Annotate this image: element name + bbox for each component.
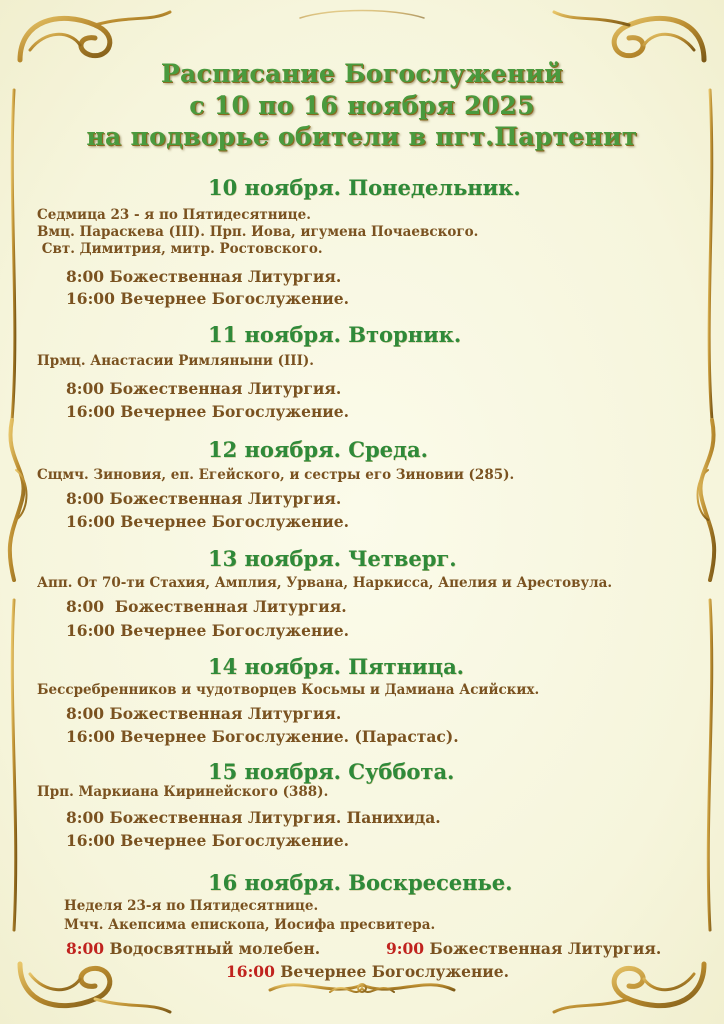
saint-line: Бессребренников и чудотворцев Косьмы и Дамиана Асийских. [37, 682, 540, 698]
service-line-sunday-3 [226, 962, 509, 982]
saint-line: Прп. Маркиана Киринейского (388). [37, 784, 329, 800]
page-title-line-3: на подворье обители в пгт.Партенит [86, 122, 638, 151]
service-line: 8:00 Божественная Литургия. [66, 379, 342, 398]
service-time: 16:00 [226, 962, 275, 981]
service-text: Водосвятный молебен. [104, 939, 321, 958]
service-line: 8:00 Божественная Литургия. [66, 267, 342, 286]
day-heading: 13 ноября. Четверг. [208, 546, 457, 571]
day-heading: 12 ноября. Среда. [208, 437, 428, 462]
saint-line: Апп. От 70-ти Стахия, Амплия, Урвана, Наркисса, Апелия и Арестовула. [37, 575, 613, 591]
page-title-line-1: Расписание Богослужений [160, 59, 564, 88]
day-heading: 10 ноября. Понедельник. [208, 175, 521, 200]
service-line-sunday-1 [66, 939, 320, 959]
service-line: 16:00 Вечернее Богослужение. (Парастас). [66, 727, 459, 746]
day-heading: 14 ноября. Пятница. [208, 654, 464, 679]
service-line: 16:00 Вечернее Богослужение. [66, 512, 350, 531]
service-line: 8:00 Божественная Литургия. [66, 704, 342, 723]
saint-line: Седмица 23 - я по Пятидесятнице. [37, 207, 311, 223]
saint-line: Неделя 23-я по Пятидесятнице. [64, 898, 319, 914]
service-text: Божественная Литургия. [424, 939, 662, 958]
service-line: 8:00 Божественная Литургия. Панихида. [66, 808, 441, 827]
service-line: 16:00 Вечернее Богослужение. [66, 402, 350, 421]
service-line: 16:00 Вечернее Богослужение. [66, 621, 350, 640]
service-time: 9:00 [386, 939, 425, 958]
page-title-line-2: с 10 по 16 ноября 2025 [189, 91, 535, 120]
service-time: 8:00 [66, 939, 105, 958]
service-line-sunday-2 [386, 939, 661, 959]
service-line: 8:00 Божественная Литургия. [66, 489, 342, 508]
saint-line: Вмц. Параскева (III). Прп. Иова, игумена Почаевского. [37, 224, 479, 240]
service-line: 8:00 Божественная Литургия. [66, 597, 347, 616]
day-heading: 16 ноября. Воскресенье. [208, 870, 513, 895]
saint-line: Прмц. Анастасии Римляныни (III). [37, 353, 315, 369]
saint-line: Свт. Димитрия, митр. Ростовского. [37, 241, 323, 257]
service-line: 16:00 Вечернее Богослужение. [66, 831, 350, 850]
day-heading: 15 ноября. Суббота. [208, 759, 455, 784]
service-line: 16:00 Вечернее Богослужение. [66, 289, 350, 308]
saint-line: Сщмч. Зиновия, еп. Егейского, и сестры его Зиновии (285). [37, 467, 515, 483]
day-heading: 11 ноября. Вторник. [208, 322, 462, 347]
saint-line: Мчч. Акепсима епископа, Иосифа пресвитера. [64, 917, 436, 933]
service-text: Вечернее Богослужение. [274, 962, 510, 981]
